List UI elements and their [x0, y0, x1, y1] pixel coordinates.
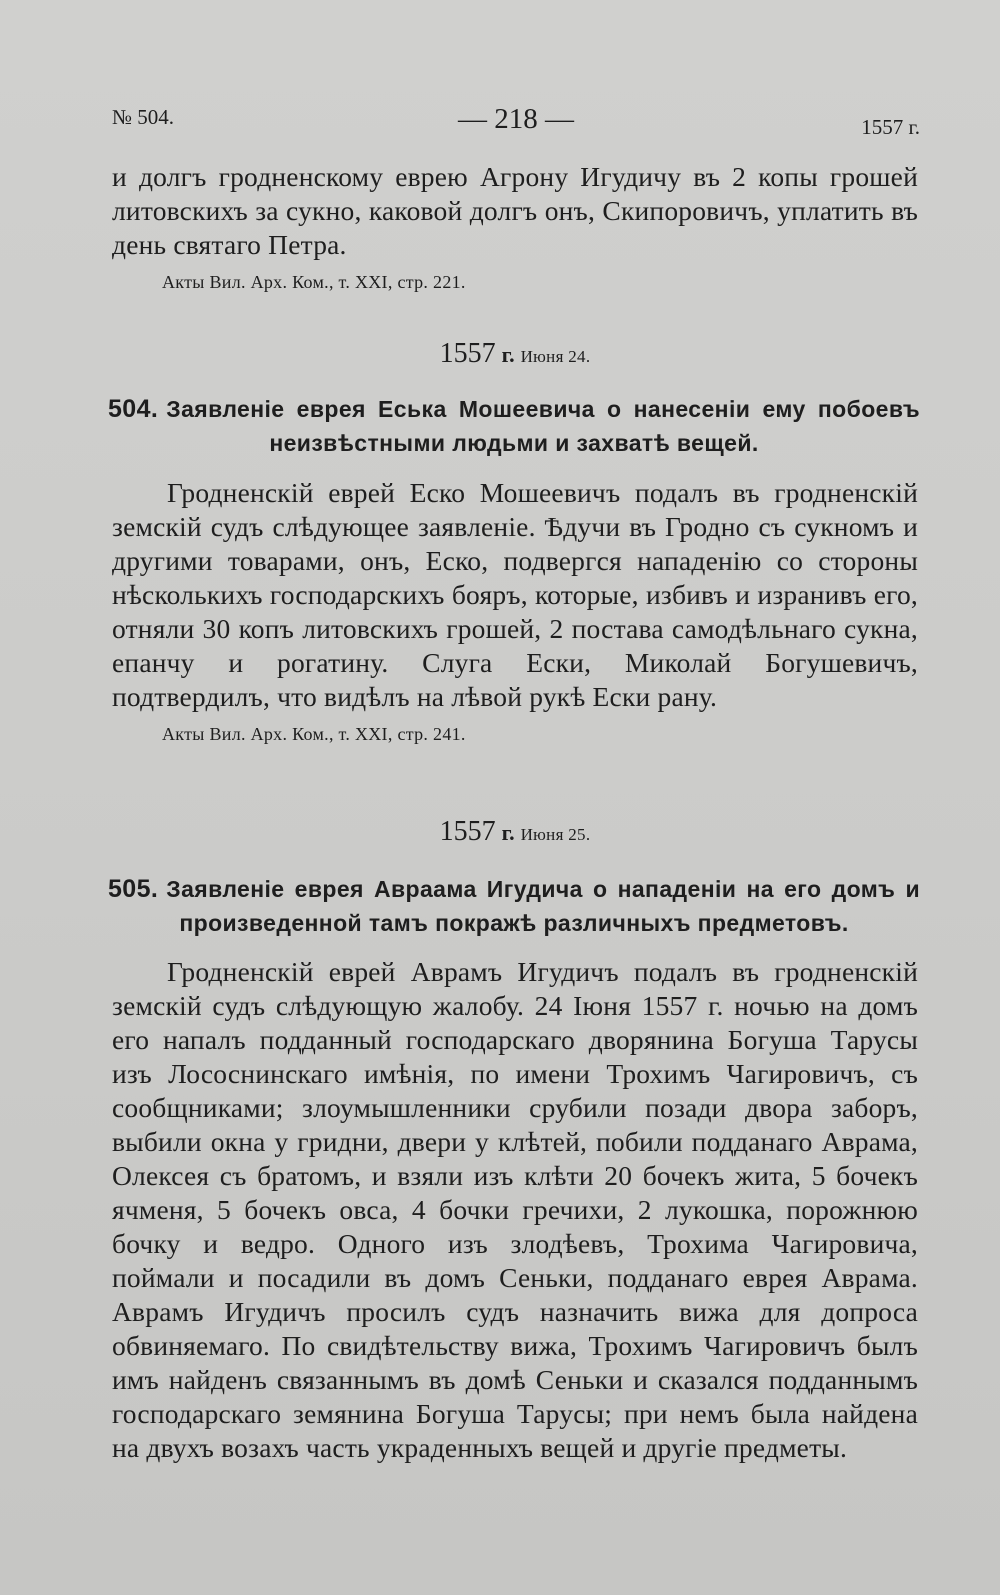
entry-504-number: 504. [108, 395, 159, 423]
entry-504-source-citation: Акты Вил. Арх. Ком., т. XXI, стр. 241. [162, 724, 466, 744]
entry-505-date [112, 816, 918, 848]
entry-505-number: 505. [108, 875, 159, 903]
entry-505-title-text: Заявленіе еврея Авраама Игудича о нападеніи на его домъ и [166, 876, 920, 902]
entry-505-title [108, 872, 920, 940]
page-header [112, 103, 920, 143]
entry-504-title [108, 392, 920, 460]
entry-504-paragraph: Гродненскій еврей Еско Мошеевичъ подалъ въ гродненскій земскій судъ слѣдующее заявленіе. Ѣдучи въ Гродно съ сукномъ и другими товарами, онъ, Еско, подвергся нападенію со стороны нѣсколькихъ господарскихъ бояръ, которые, избивъ и изранивъ его, отняли 30 копъ литовскихъ грошей, 2 постава самодѣльнаго сукна, епанчу и рогатину. Слуга Ески, Миколай Богушевичъ, подтвердилъ, что видѣлъ на лѣвой рукѣ Ески рану. [112, 477, 918, 712]
entry-505-body [112, 955, 918, 1465]
entry-505-date-month-day: Июня 25. [520, 825, 591, 844]
document-number: № 504. [112, 105, 175, 129]
entry-505-paragraph: Гродненскій еврей Аврамъ Игудичъ подалъ въ гродненскій земскій судъ слѣдующую жалобу. 24 Іюня 1557 г. ночью на домъ его напалъ подданный господарскаго дворянина Богуша Тарусы изъ Лососнинскаго имѣнія, по имени Трохимъ Чагировичъ, съ сообщниками; злоумышленники срубили позади двора заборъ, выбили окна у гридни, двери у клѣтей, побили подданаго Аврама, Олексея съ братомъ, и взяли изъ клѣти 20 бочекъ жита, 5 бочекъ ячменя, 5 бочекъ овса, 4 бочки гречихи, 2 лукошка, порожнюю бочку и ведро. Одного изъ злодѣевъ, Трохима Чагировича, поймали и посадили въ домъ Сеньки, подданаго еврея Аврама. Аврамъ Игудичъ просилъ судъ назначить вижа для допроса обвиняемаго. По свидѣтельству вижа, Трохимъ Чагировичъ былъ имъ найденъ связаннымъ въ домѣ Сеньки и сказался подданнымъ господарскаго земянина Богуша Тарусы; при немъ была найдена на двухъ возахъ часть украденныхъ вещей и другіе предметы. [112, 956, 918, 1463]
entry-504-date-month-day: Июня 24. [520, 347, 591, 366]
entry-505-date-year: 1557 [439, 816, 496, 847]
page-number: — 218 — [458, 103, 574, 135]
intro-section [112, 160, 918, 293]
intro-source-citation: Акты Вил. Арх. Ком., т. XXI, стр. 221. [162, 272, 466, 292]
intro-paragraph: и долгъ гродненскому еврею Агрону Игудичу въ 2 копы грошей литовскихъ за сукно, каковой долгъ онъ, Скипоровичъ, уплатить въ день святаго Петра. [112, 161, 918, 260]
entry-504-body [112, 476, 918, 745]
entry-505-title-line1 [108, 872, 920, 906]
entry-504-title-line2: неизвѣстными людьми и захватѣ вещей. [269, 430, 759, 456]
entry-504-date-year: 1557 [439, 338, 496, 369]
entry-505-date-g: г. [501, 820, 515, 845]
header-year: 1557 г. [861, 115, 920, 139]
entry-504-title-line1 [108, 392, 920, 426]
entry-505-title-line2: произведенной тамъ покражѣ различныхъ предметовъ. [179, 910, 849, 936]
entry-504-date [112, 338, 918, 370]
entry-504-date-g: г. [501, 342, 515, 367]
entry-504-title-text: Заявленіе еврея Еська Мошеевича о нанесеніи ему побоевъ [166, 396, 920, 422]
